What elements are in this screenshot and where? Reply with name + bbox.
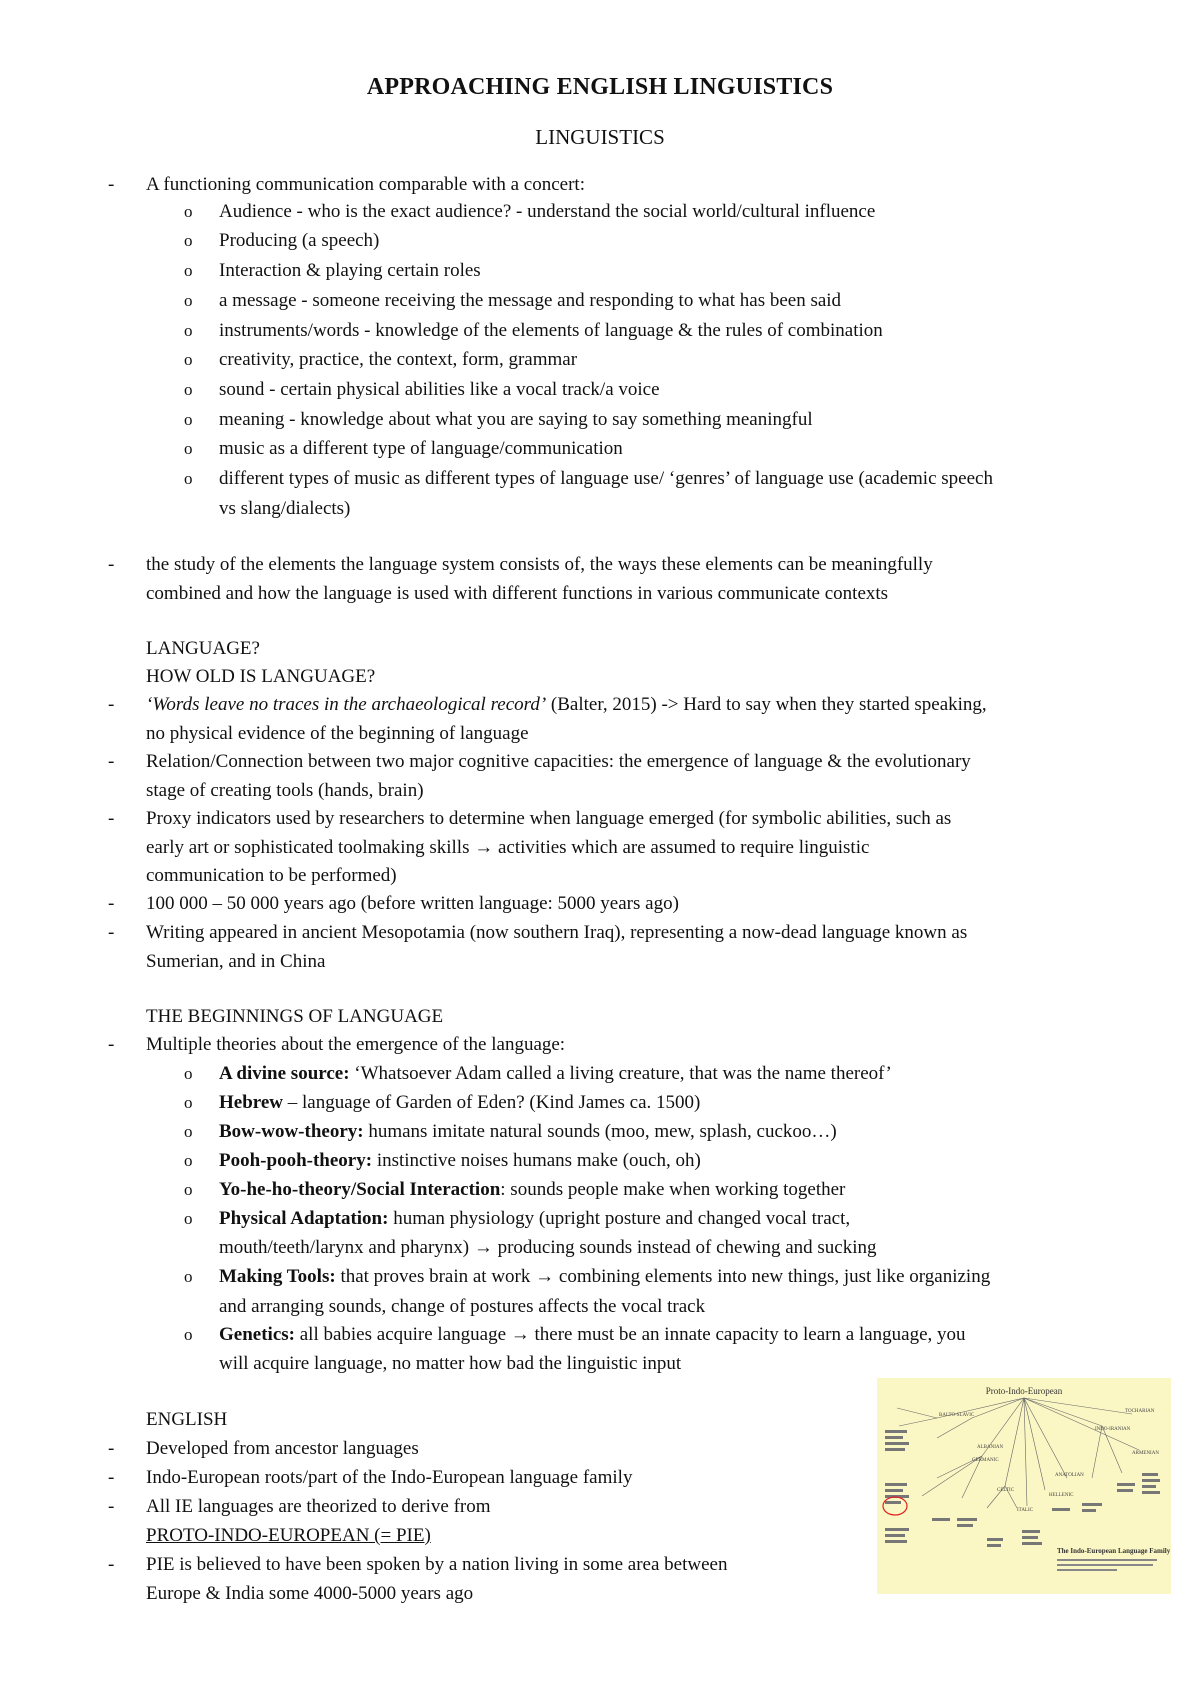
dash-marker: - — [108, 1554, 115, 1575]
concert-item: different types of music as different types of language use/ ‘genres’ of language use (academic speech — [219, 468, 993, 489]
concert-item: meaning - knowledge about what you are saying to say something meaningful — [219, 409, 813, 430]
bullet-marker: o — [184, 1093, 193, 1112]
bullet-marker: o — [184, 231, 193, 250]
pie-line: PIE is believed to have been spoken by a nation living in some area between — [146, 1554, 728, 1575]
dash-marker: - — [108, 694, 115, 715]
theory-text: humans imitate natural sounds (moo, mew, splash, cuckoo…) — [368, 1121, 837, 1142]
study-line: combined and how the language is used with different functions in various communicate contexts — [146, 583, 889, 604]
arrow-icon: → — [474, 837, 494, 858]
bullet-marker: o — [184, 1151, 193, 1170]
svg-text:CELTIC: CELTIC — [997, 1488, 1015, 1493]
bullet-marker: o — [184, 439, 193, 458]
quote-text: ‘Words leave no traces in the archaeological record’ — [146, 694, 547, 715]
svg-text:INDO-IRANIAN: INDO-IRANIAN — [1095, 1427, 1131, 1432]
beginnings-heading: THE BEGINNINGS OF LANGUAGE — [146, 1006, 444, 1027]
theory-name: Making Tools: — [219, 1266, 336, 1287]
theory-text: ‘Whatsoever Adam called a living creature, that was the name thereof’ — [354, 1063, 892, 1084]
theory-name: Genetics: — [219, 1324, 295, 1345]
study-line: the study of the elements the language system consists of, the ways these elements can be meaningfully — [146, 554, 933, 575]
bullet-marker: o — [184, 1122, 193, 1141]
arrow-icon: → — [535, 1266, 555, 1287]
theory-text: mouth/teeth/larynx and pharynx) — [219, 1237, 470, 1258]
dash-marker: - — [108, 1496, 115, 1517]
theory-name: Physical Adaptation: — [219, 1208, 389, 1229]
dash-marker: - — [108, 1034, 115, 1055]
theory-item — [219, 1062, 892, 1086]
theory-text: producing sounds instead of chewing and sucking — [497, 1237, 877, 1258]
bullet-marker: o — [184, 1209, 193, 1228]
theory-name: Bow-wow-theory: — [219, 1121, 364, 1142]
theory-item — [219, 1323, 966, 1347]
theory-text: that proves brain at work — [340, 1266, 531, 1287]
concert-lead: A functioning communication comparable with a concert: — [146, 174, 585, 195]
bullet-marker: o — [184, 410, 193, 429]
tree-root: Proto-Indo-European — [985, 1386, 1063, 1396]
years-line: 100 000 – 50 000 years ago (before written language: 5000 years ago) — [146, 893, 679, 914]
theory-item — [219, 1207, 850, 1231]
document-title: APPROACHING ENGLISH LINGUISTICS — [366, 74, 834, 100]
bullet-marker: o — [184, 261, 193, 280]
theory-item — [219, 1265, 990, 1289]
concert-item: sound - certain physical abilities like a vocal track/a voice — [219, 379, 660, 400]
writing-line: Writing appeared in ancient Mesopotamia (now southern Iraq), representing a now-dead language known as — [146, 922, 968, 943]
section-title: LINGUISTICS — [535, 125, 665, 149]
svg-text:ALBANIAN: ALBANIAN — [977, 1445, 1004, 1450]
theory-name: Pooh-pooh-theory: — [219, 1150, 373, 1171]
arrow-icon: → — [510, 1324, 530, 1345]
dash-marker: - — [108, 893, 115, 914]
bullet-marker: o — [184, 202, 193, 221]
svg-text:BALTO-SLAVIC: BALTO-SLAVIC — [939, 1413, 975, 1418]
english-highlight-circle — [883, 1497, 907, 1515]
concert-item: Interaction & playing certain roles — [219, 260, 481, 281]
svg-text:GERMANIC: GERMANIC — [972, 1458, 999, 1463]
language-tree-diagram — [877, 1378, 1171, 1594]
theory-continued: will acquire language, no matter how bad the linguistic input — [219, 1353, 682, 1374]
beginnings-lead: Multiple theories about the emergence of the language: — [146, 1034, 566, 1055]
quote-continued: no physical evidence of the beginning of language — [146, 723, 529, 744]
proxy-line — [146, 836, 869, 860]
theory-name: Yo-he-ho-theory/Social Interaction — [219, 1179, 501, 1200]
english-item: Indo-European roots/part of the Indo-European language family — [146, 1467, 633, 1488]
arrow-icon: → — [473, 1237, 493, 1258]
theory-name: Hebrew — [219, 1092, 284, 1113]
english-heading: ENGLISH — [146, 1409, 228, 1430]
concert-item: music as a different type of language/communication — [219, 438, 623, 459]
proxy-text: early art or sophisticated toolmaking skills — [146, 837, 470, 858]
concert-item: creativity, practice, the context, form, grammar — [219, 349, 578, 370]
bullet-marker: o — [184, 380, 193, 399]
bullet-marker: o — [184, 321, 193, 340]
bullet-marker: o — [184, 1267, 193, 1286]
svg-text:ANATOLIAN: ANATOLIAN — [1055, 1473, 1084, 1478]
pie-heading: PROTO-INDO-EUROPEAN (= PIE) — [146, 1525, 431, 1546]
theory-text: combining elements into new things, just like organizing — [558, 1266, 991, 1287]
dash-marker: - — [108, 1467, 115, 1488]
proxy-text: activities which are assumed to require linguistic — [497, 837, 870, 858]
bullet-marker: o — [184, 1325, 193, 1344]
dash-marker: - — [108, 1438, 115, 1459]
bullet-marker: o — [184, 1180, 193, 1199]
bullet-marker: o — [184, 1064, 193, 1083]
dash-marker: - — [108, 751, 115, 772]
quote-rest: (Balter, 2015) -> Hard to say when they started speaking, — [550, 694, 987, 715]
theory-continued — [219, 1236, 877, 1260]
theory-text: all babies acquire language — [299, 1324, 506, 1345]
theory-text: instinctive noises humans make (ouch, oh) — [376, 1150, 701, 1171]
concert-item-continued: vs slang/dialects) — [219, 498, 351, 519]
bullet-marker: o — [184, 350, 193, 369]
relation-line: Relation/Connection between two major cognitive capacities: the emergence of language & the evolutionary — [146, 751, 971, 772]
dash-marker: - — [108, 554, 115, 575]
theory-text: human physiology (upright posture and changed vocal tract, — [393, 1208, 851, 1229]
theory-name: A divine source: — [219, 1063, 350, 1084]
theory-text: : sounds people make when working together — [500, 1179, 846, 1200]
pie-line: Europe & India some 4000-5000 years ago — [146, 1583, 474, 1604]
tree-caption: The Indo-European Language Family — [1057, 1547, 1171, 1555]
concert-item: a message - someone receiving the message and responding to what has been said — [219, 290, 842, 311]
indo-european-tree-figure — [877, 1378, 1171, 1594]
concert-item: instruments/words - knowledge of the elements of language & the rules of combination — [219, 320, 883, 341]
theory-item — [219, 1091, 700, 1115]
dash-marker: - — [108, 174, 115, 195]
concert-item: Audience - who is the exact audience? - understand the social world/cultural influence — [219, 201, 876, 222]
proxy-line: communication to be performed) — [146, 865, 397, 886]
theory-continued: and arranging sounds, change of postures affects the vocal track — [219, 1296, 706, 1317]
dash-marker: - — [108, 808, 115, 829]
how-old-heading: HOW OLD IS LANGUAGE? — [146, 666, 376, 687]
theory-item — [219, 1120, 837, 1144]
english-item: All IE languages are theorized to derive from — [146, 1496, 491, 1517]
svg-text:ITALIC: ITALIC — [1017, 1508, 1033, 1513]
theory-item — [219, 1149, 701, 1173]
bullet-marker: o — [184, 469, 193, 488]
english-item: Developed from ancestor languages — [146, 1438, 419, 1459]
concert-item: Producing (a speech) — [219, 230, 380, 251]
theory-text: – language of Garden of Eden? (Kind James ca. 1500) — [287, 1092, 701, 1113]
language-heading: LANGUAGE? — [146, 638, 260, 659]
relation-line: stage of creating tools (hands, brain) — [146, 780, 424, 801]
writing-line: Sumerian, and in China — [146, 951, 326, 972]
dash-marker: - — [108, 922, 115, 943]
quote-line — [146, 693, 987, 717]
bullet-marker: o — [184, 291, 193, 310]
svg-text:TOCHARIAN: TOCHARIAN — [1125, 1409, 1155, 1414]
svg-text:ARMENIAN: ARMENIAN — [1132, 1451, 1159, 1456]
svg-text:HELLENIC: HELLENIC — [1049, 1493, 1074, 1498]
proxy-line: Proxy indicators used by researchers to determine when language emerged (for symbolic abilities, such as — [146, 808, 952, 829]
theory-item — [219, 1178, 845, 1202]
theory-text: there must be an innate capacity to learn a language, you — [534, 1324, 966, 1345]
